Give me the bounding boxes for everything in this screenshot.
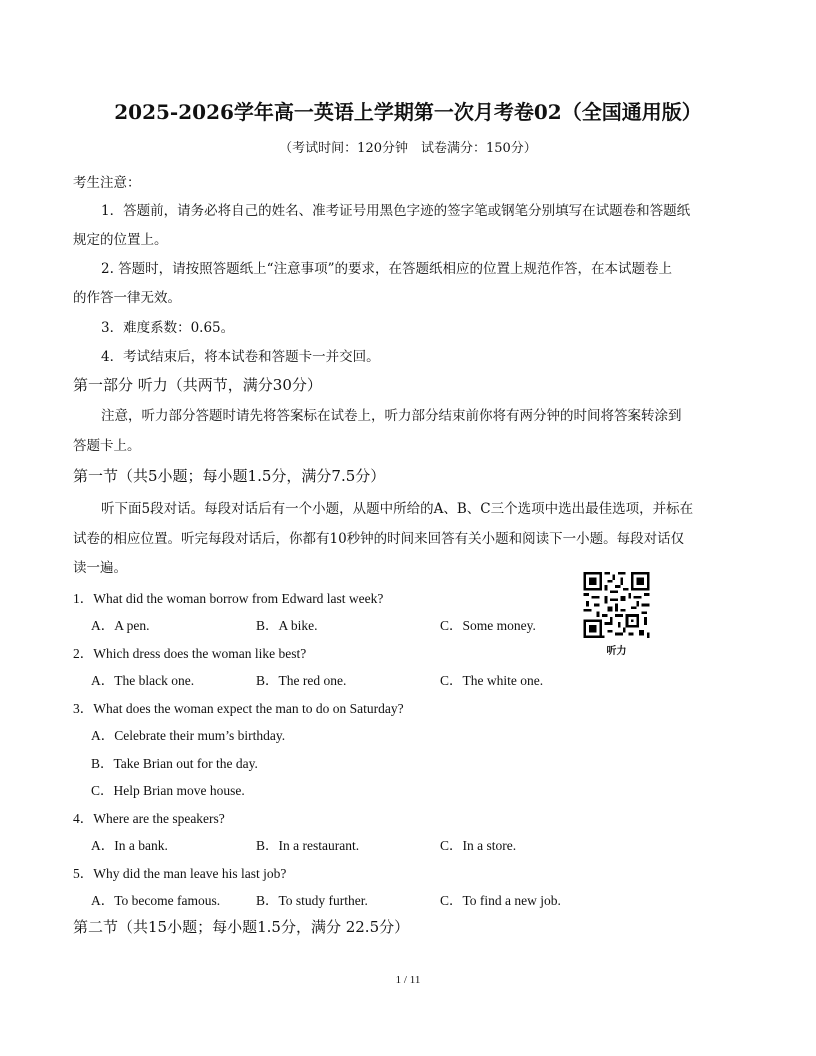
question-2-option-a: A．The black one. xyxy=(91,673,195,688)
notice-item-2-line-2: 的作答一律无效。 xyxy=(73,290,181,306)
notice-item-2-line-1: 2. 答题时，请按照答题纸上“注意事项”的要求，在答题纸相应的位置上规范作答，在本试题卷上 xyxy=(101,261,672,277)
question-5: 5．Why did the man leave his last job? xyxy=(73,866,287,881)
notice-item-1-line-2: 规定的位置上。 xyxy=(73,232,168,248)
question-1-option-c: C．Some money. xyxy=(440,618,536,633)
question-1: 1．What did the woman borrow from Edward last week? xyxy=(73,591,384,606)
section-1-instructions-line-3: 读一遍。 xyxy=(73,560,127,576)
qr-code-icon xyxy=(582,572,651,638)
section-1-heading: 第一节（共5小题；每小题1.5分，满分7.5分） xyxy=(73,467,386,485)
question-5-option-c: C．To find a new job. xyxy=(440,893,561,908)
part-1-note-line-2: 答题卡上。 xyxy=(73,438,141,454)
question-4-option-c: C．In a store. xyxy=(440,838,517,853)
question-4: 4．Where are the speakers? xyxy=(73,811,225,826)
question-2: 2．Which dress does the woman like best? xyxy=(73,646,307,661)
question-5-option-b: B．To study further. xyxy=(256,893,368,908)
qr-label: 听力 xyxy=(606,646,627,657)
page-number: 1 / 11 xyxy=(395,974,421,986)
notice-item-3: 3．难度系数：0.65。 xyxy=(101,320,235,336)
page-title: 2025-2026学年高一英语上学期第一次月考卷02（全国通用版） xyxy=(114,100,702,124)
part-1-heading: 第一部分 听力（共两节，满分30分） xyxy=(73,376,322,394)
question-2-option-b: B．The red one. xyxy=(256,673,347,688)
question-4-option-b: B．In a restaurant. xyxy=(256,838,360,853)
question-3-option-a: A．Celebrate their mum’s birthday. xyxy=(91,728,286,743)
question-1-option-a: A．A pen. xyxy=(91,618,150,633)
section-2-heading: 第二节（共15小题；每小题1.5分，满分 22.5分） xyxy=(73,918,410,936)
question-3: 3．What does the woman expect the man to do on Saturday? xyxy=(73,701,404,716)
notice-heading: 考生注意： xyxy=(73,175,141,191)
question-1-option-b: B．A bike. xyxy=(256,618,318,633)
notice-item-4: 4．考试结束后，将本试卷和答题卡一并交回。 xyxy=(101,349,380,365)
section-1-instructions-line-1: 听下面5段对话。每段对话后有一个小题，从题中所给的A、B、C三个选项中选出最佳选项，并标在 xyxy=(101,501,694,517)
question-3-option-b: B．Take Brian out for the day. xyxy=(91,756,258,771)
section-1-instructions-line-2: 试卷的相应位置。听完每段对话后，你都有10秒钟的时间来回答有关小题和阅读下一小题。每段对话仅 xyxy=(73,531,685,547)
question-3-option-c: C．Help Brian move house. xyxy=(91,783,245,798)
exam-info: （考试时间：120分钟 试卷满分：150分） xyxy=(279,141,537,156)
notice-item-1-line-1: 1．答题前，请务必将自己的姓名、准考证号用黑色字迹的签字笔或钢笔分别填写在试题卷和答题纸 xyxy=(101,203,691,219)
part-1-note-line-1: 注意，听力部分答题时请先将答案标在试卷上，听力部分结束前你将有两分钟的时间将答案转涂到 xyxy=(101,408,682,424)
question-4-option-a: A．In a bank. xyxy=(91,838,168,853)
question-2-option-c: C．The white one. xyxy=(440,673,544,688)
question-5-option-a: A．To become famous. xyxy=(91,893,221,908)
